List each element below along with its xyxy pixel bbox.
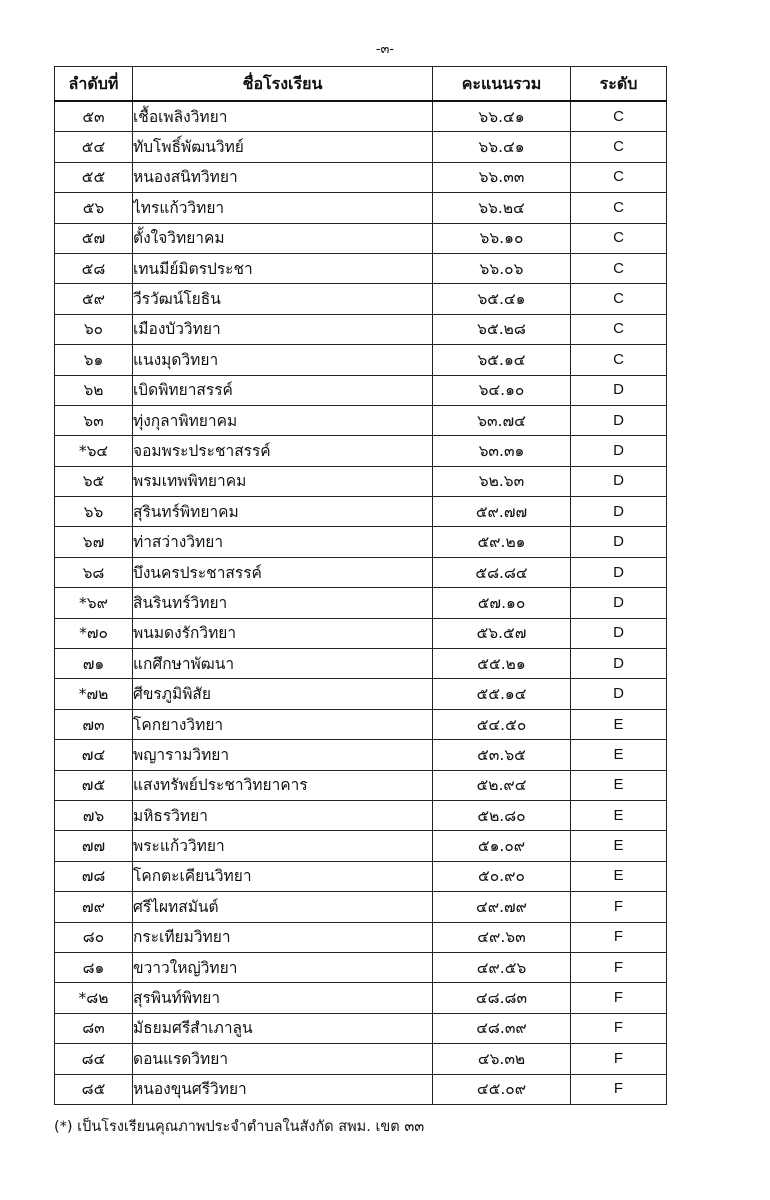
rank-cell: ๖๘ (55, 557, 133, 587)
rank-cell: ๘๕ (55, 1074, 133, 1104)
table-row (55, 284, 667, 314)
level-cell: F (571, 892, 667, 922)
score-cell: ๖๒.๖๓ (433, 466, 571, 496)
level-cell: F (571, 1074, 667, 1104)
table-row (55, 405, 667, 435)
table-header-row (55, 67, 667, 102)
score-cell: ๕๙.๒๑ (433, 527, 571, 557)
score-cell: ๖๖.๒๔ (433, 193, 571, 223)
score-cell: ๖๖.๔๑ (433, 101, 571, 132)
school-name-cell: เมืองบัววิทยา (133, 314, 433, 344)
school-name-cell: พนมดงรักวิทยา (133, 618, 433, 648)
table-row (55, 101, 667, 132)
school-name-cell: ศรีไผทสมันต์ (133, 892, 433, 922)
header-level: ระดับ (571, 67, 667, 102)
score-cell: ๕๑.๐๙ (433, 831, 571, 861)
school-score-table (54, 66, 667, 1105)
score-cell: ๕๒.๘๐ (433, 800, 571, 830)
level-cell: C (571, 132, 667, 162)
table-row (55, 527, 667, 557)
rank-cell: ๗๑ (55, 649, 133, 679)
table-row (55, 436, 667, 466)
table-row (55, 952, 667, 982)
school-name-cell: หนองสนิทวิทยา (133, 162, 433, 192)
score-cell: ๔๕.๐๙ (433, 1074, 571, 1104)
school-name-cell: มหิธรวิทยา (133, 800, 433, 830)
level-cell: D (571, 557, 667, 587)
level-cell: E (571, 770, 667, 800)
rank-cell: ๖๒ (55, 375, 133, 405)
school-name-cell: สุรพินท์พิทยา (133, 983, 433, 1013)
rank-cell: ๗๗ (55, 831, 133, 861)
score-cell: ๔๙.๗๙ (433, 892, 571, 922)
score-cell: ๕๘.๘๔ (433, 557, 571, 587)
level-cell: D (571, 375, 667, 405)
rank-cell: ๕๖ (55, 193, 133, 223)
rank-cell: ๕๙ (55, 284, 133, 314)
school-name-cell: เทนมีย์มิตรประชา (133, 253, 433, 283)
score-cell: ๖๔.๑๐ (433, 375, 571, 405)
school-name-cell: มัธยมศรีสำเภาลูน (133, 1013, 433, 1043)
school-name-cell: ทุ่งกุลาพิทยาคม (133, 405, 433, 435)
school-name-cell: ตั้งใจวิทยาคม (133, 223, 433, 253)
table-row (55, 1074, 667, 1104)
level-cell: D (571, 618, 667, 648)
table-row (55, 679, 667, 709)
table-row (55, 740, 667, 770)
score-cell: ๕๙.๗๗ (433, 497, 571, 527)
level-cell: D (571, 466, 667, 496)
footnote: (*) เป็นโรงเรียนคุณภาพประจำตำบลในสังกัด สพม. เขต ๓๓ (54, 1119, 425, 1135)
level-cell: C (571, 253, 667, 283)
level-cell: F (571, 1044, 667, 1074)
score-cell: ๕๕.๑๔ (433, 679, 571, 709)
score-cell: ๔๘.๘๓ (433, 983, 571, 1013)
rank-cell: *๖๔ (55, 436, 133, 466)
rank-cell: ๗๙ (55, 892, 133, 922)
table-row (55, 466, 667, 496)
rank-cell: ๖๕ (55, 466, 133, 496)
school-name-cell: ไทรแก้ววิทยา (133, 193, 433, 223)
school-name-cell: กระเทียมวิทยา (133, 922, 433, 952)
table-row (55, 253, 667, 283)
school-name-cell: จอมพระประชาสรรค์ (133, 436, 433, 466)
level-cell: C (571, 193, 667, 223)
level-cell: E (571, 861, 667, 891)
rank-cell: ๖๐ (55, 314, 133, 344)
rank-cell: ๖๑ (55, 345, 133, 375)
level-cell: C (571, 101, 667, 132)
table-row (55, 649, 667, 679)
score-cell: ๕๗.๑๐ (433, 588, 571, 618)
level-cell: C (571, 284, 667, 314)
rank-cell: *๗๒ (55, 679, 133, 709)
school-name-cell: โคกยางวิทยา (133, 709, 433, 739)
table-row (55, 557, 667, 587)
table-row (55, 1013, 667, 1043)
school-name-cell: แกศึกษาพัฒนา (133, 649, 433, 679)
score-cell: ๕๖.๕๗ (433, 618, 571, 648)
school-name-cell: วีรวัฒน์โยธิน (133, 284, 433, 314)
score-cell: ๖๖.๑๐ (433, 223, 571, 253)
rank-cell: ๗๓ (55, 709, 133, 739)
level-cell: D (571, 649, 667, 679)
table-row (55, 983, 667, 1013)
school-name-cell: ทับโพธิ์พัฒนวิทย์ (133, 132, 433, 162)
score-cell: ๕๐.๙๐ (433, 861, 571, 891)
rank-cell: ๖๗ (55, 527, 133, 557)
header-total-score: คะแนนรวม (433, 67, 571, 102)
table-row (55, 709, 667, 739)
rank-cell: ๕๗ (55, 223, 133, 253)
school-name-cell: ขวาวใหญ่วิทยา (133, 952, 433, 982)
school-name-cell: ท่าสว่างวิทยา (133, 527, 433, 557)
school-name-cell: พญารามวิทยา (133, 740, 433, 770)
rank-cell: *๗๐ (55, 618, 133, 648)
score-cell: ๖๕.๑๔ (433, 345, 571, 375)
header-school-name: ชื่อโรงเรียน (133, 67, 433, 102)
score-cell: ๖๕.๔๑ (433, 284, 571, 314)
table-row (55, 314, 667, 344)
school-name-cell: ศีขรภูมิพิสัย (133, 679, 433, 709)
school-name-cell: พรมเทพพิทยาคม (133, 466, 433, 496)
table-row (55, 800, 667, 830)
rank-cell: ๕๘ (55, 253, 133, 283)
rank-cell: *๖๙ (55, 588, 133, 618)
level-cell: E (571, 709, 667, 739)
level-cell: F (571, 1013, 667, 1043)
table-row (55, 618, 667, 648)
score-cell: ๔๖.๓๒ (433, 1044, 571, 1074)
score-cell: ๕๕.๒๑ (433, 649, 571, 679)
rank-cell: ๗๔ (55, 740, 133, 770)
table-row (55, 588, 667, 618)
level-cell: C (571, 223, 667, 253)
school-name-cell: เชื้อเพลิงวิทยา (133, 101, 433, 132)
school-name-cell: แสงทรัพย์ประชาวิทยาคาร (133, 770, 433, 800)
rank-cell: ๘๐ (55, 922, 133, 952)
score-cell: ๖๓.๓๑ (433, 436, 571, 466)
rank-cell: ๕๓ (55, 101, 133, 132)
level-cell: F (571, 983, 667, 1013)
level-cell: D (571, 679, 667, 709)
school-name-cell: พระแก้ววิทยา (133, 831, 433, 861)
table-row (55, 861, 667, 891)
table-row (55, 375, 667, 405)
level-cell: E (571, 800, 667, 830)
score-cell: ๖๖.๓๓ (433, 162, 571, 192)
table-row (55, 193, 667, 223)
table-row (55, 162, 667, 192)
score-cell: ๖๓.๗๔ (433, 405, 571, 435)
table-row (55, 770, 667, 800)
school-name-cell: เบิดพิทยาสรรค์ (133, 375, 433, 405)
rank-cell: ๘๔ (55, 1044, 133, 1074)
level-cell: D (571, 588, 667, 618)
school-name-cell: แนงมุดวิทยา (133, 345, 433, 375)
score-cell: ๕๔.๕๐ (433, 709, 571, 739)
level-cell: F (571, 952, 667, 982)
rank-cell: ๕๔ (55, 132, 133, 162)
table-row (55, 132, 667, 162)
rank-cell: ๗๕ (55, 770, 133, 800)
level-cell: E (571, 831, 667, 861)
score-cell: ๔๙.๖๓ (433, 922, 571, 952)
rank-cell: ๘๑ (55, 952, 133, 982)
school-name-cell: โคกตะเคียนวิทยา (133, 861, 433, 891)
level-cell: C (571, 162, 667, 192)
level-cell: D (571, 436, 667, 466)
rank-cell: *๘๒ (55, 983, 133, 1013)
rank-cell: ๕๕ (55, 162, 133, 192)
header-rank: ลำดับที่ (55, 67, 133, 102)
score-cell: ๖๖.๐๖ (433, 253, 571, 283)
rank-cell: ๘๓ (55, 1013, 133, 1043)
rank-cell: ๖๖ (55, 497, 133, 527)
school-name-cell: สุรินทร์พิทยาคม (133, 497, 433, 527)
table-row (55, 223, 667, 253)
score-cell: ๖๕.๒๘ (433, 314, 571, 344)
score-cell: ๕๒.๙๔ (433, 770, 571, 800)
level-cell: D (571, 405, 667, 435)
table-body (55, 101, 667, 1104)
rank-cell: ๗๘ (55, 861, 133, 891)
level-cell: C (571, 345, 667, 375)
score-cell: ๔๘.๓๙ (433, 1013, 571, 1043)
level-cell: D (571, 527, 667, 557)
level-cell: E (571, 740, 667, 770)
level-cell: D (571, 497, 667, 527)
score-cell: ๔๙.๕๖ (433, 952, 571, 982)
rank-cell: ๖๓ (55, 405, 133, 435)
table-row (55, 922, 667, 952)
table-row (55, 497, 667, 527)
score-cell: ๖๖.๔๑ (433, 132, 571, 162)
page-number: -๓- (375, 42, 395, 57)
score-cell: ๕๓.๖๕ (433, 740, 571, 770)
school-name-cell: ดอนแรดวิทยา (133, 1044, 433, 1074)
school-name-cell: บึงนครประชาสรรค์ (133, 557, 433, 587)
school-name-cell: หนองขุนศรีวิทยา (133, 1074, 433, 1104)
table-row (55, 1044, 667, 1074)
table-row (55, 831, 667, 861)
table-row (55, 345, 667, 375)
level-cell: F (571, 922, 667, 952)
rank-cell: ๗๖ (55, 800, 133, 830)
school-name-cell: สินรินทร์วิทยา (133, 588, 433, 618)
level-cell: C (571, 314, 667, 344)
table-row (55, 892, 667, 922)
